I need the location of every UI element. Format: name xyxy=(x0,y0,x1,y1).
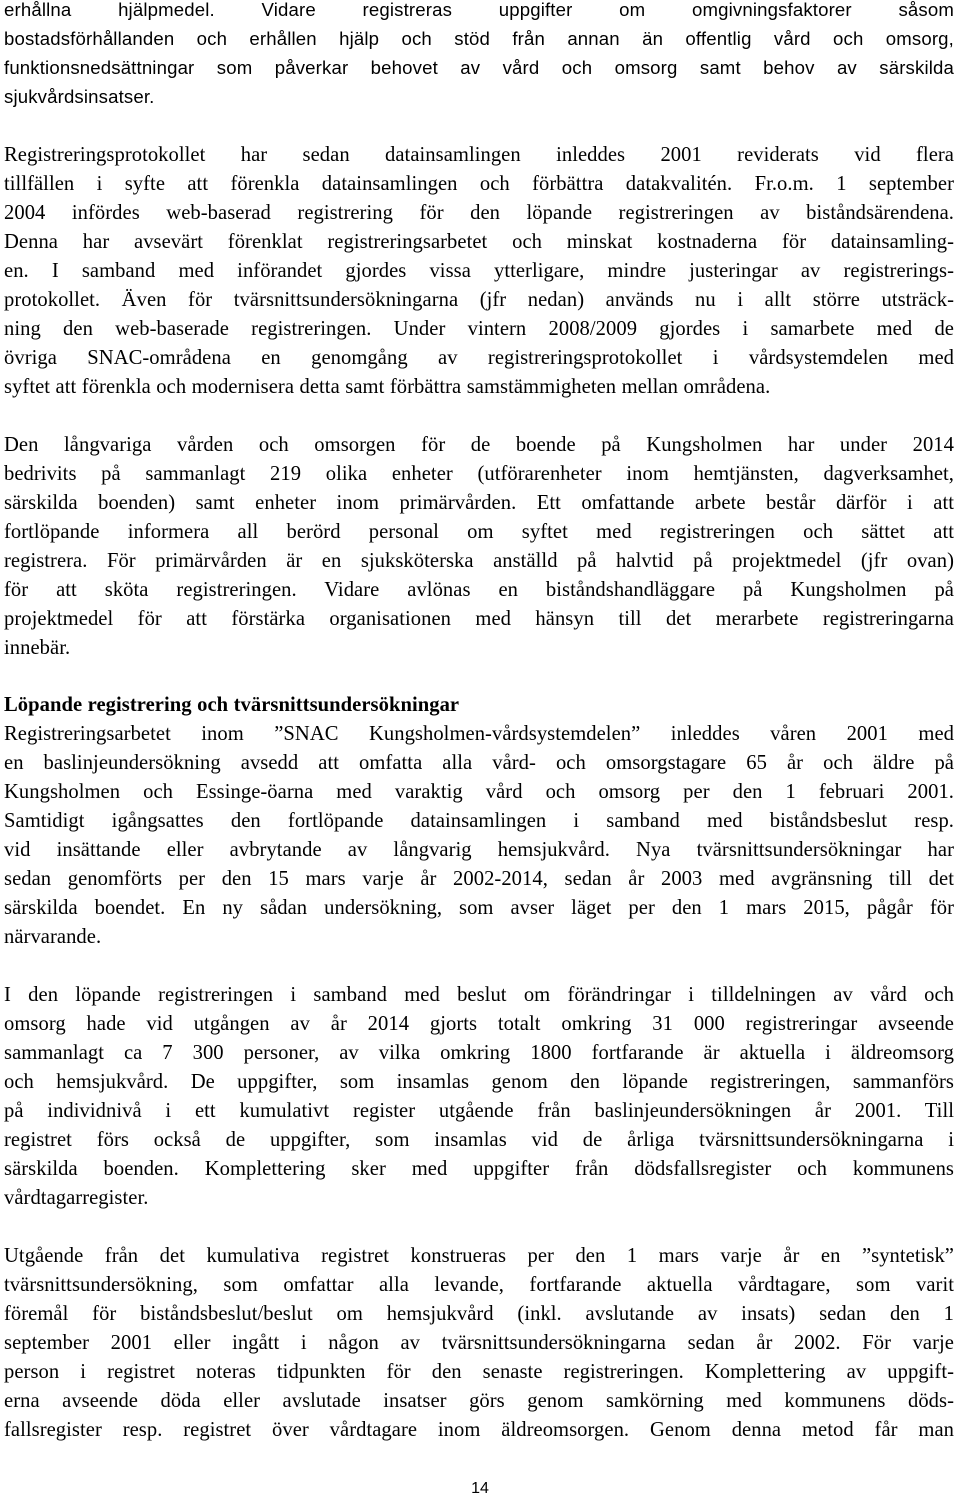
section-heading: Löpande registrering och tvärsnittsundersökningar xyxy=(4,694,460,716)
text-line: sjukvårdsinsatser. xyxy=(4,86,155,107)
text-line: funktionsnedsättningar som påverkar behovet av vård och omsorg samt behov av särskilda xyxy=(4,57,954,78)
text-line: Registreringsarbetet inom ”SNAC Kungsholmen-vårdsystemdelen” inleddes våren 2001 med xyxy=(4,723,954,745)
text-line: för att sköta registreringen. Vidare avlönas en biståndshandläggare på Kungsholmen på xyxy=(4,579,954,601)
text-line: Registreringsprotokollet har sedan datainsamlingen inleddes 2001 reviderats vid flera xyxy=(4,144,954,166)
text-line: innebär. xyxy=(4,637,71,659)
text-line: syftet att förenkla och modernisera detta samt förbättra samstämmigheten mellan områdena. xyxy=(4,376,771,398)
text-line: närvarande. xyxy=(4,926,102,948)
text-line: tvärsnittsundersökning, som omfattar alla levande, fortfarande aktuella vårdtagare, som varit xyxy=(4,1274,954,1296)
text-line: en. I samband med införandet gjordes vissa ytterligare, mindre justeringar av registrerings- xyxy=(4,260,954,282)
text-line: Denna har avsevärt förenklat registreringsarbetet och minskat kostnaderna för datainsamling- xyxy=(4,231,954,253)
text-line: Den långvariga vården och omsorgen för de boende på Kungsholmen har under 2014 xyxy=(4,434,954,456)
text-line: fortlöpande informera all berörd personal om syftet med registreringen och sättet att xyxy=(4,521,954,543)
text-line: protokollet. Även för tvärsnittsundersökningarna (jfr nedan) används nu i allt större utsträck- xyxy=(4,289,954,311)
text-line: särskilda boenden. Komplettering sker med uppgifter från dödsfallsregister och kommunens xyxy=(4,1158,954,1180)
page-number: 14 xyxy=(471,1480,489,1497)
text-line: registrera. För primärvården är en sjuksköterska anställd på halvtid på projektmedel (jfr ovan) xyxy=(4,550,954,572)
text-line: på individnivå i ett kumulativt register utgående från baslinjeundersökningen år 2001. Till xyxy=(4,1100,954,1122)
text-line: vid insättande eller avbrytande av långvarig hemsjukvård. Nya tvärsnittsundersökningar har xyxy=(4,839,954,861)
text-line: fallsregister resp. registret över vårdtagare inom äldreomsorgen. Genom denna metod får man xyxy=(4,1419,954,1441)
text-line: registret förs också de uppgifter, som insamlas vid de årliga tvärsnittsundersökningarna i xyxy=(4,1129,954,1151)
text-line: övriga SNAC-områdena en genomgång av registreringsprotokollet i vårdsystemdelen med xyxy=(4,347,954,369)
text-line: föremål för biståndsbeslut/beslut om hemsjukvård (inkl. avslutande av insats) sedan den 1 xyxy=(4,1303,954,1325)
text-line: ning den web-baserade registreringen. Under vintern 2008/2009 gjordes i samarbete med de xyxy=(4,318,954,340)
text-line: tillfällen i syfte att förenkla datainsamlingen och förbättra datakvalitén. Fr.o.m. 1 september xyxy=(4,173,954,195)
text-line: Utgående från det kumulativa registret konstrueras per den 1 mars varje år en ”syntetisk” xyxy=(4,1245,954,1267)
text-line: sedan genomförts per den 15 mars varje år 2002-2014, sedan år 2003 med avgränsning till det xyxy=(4,868,954,890)
text-line: särskilda boenden) samt enheter inom primärvården. Ett omfattande arbete består därför i att xyxy=(4,492,954,514)
text-line: vårdtagarregister. xyxy=(4,1187,149,1209)
text-line: och hemsjukvård. De uppgifter, som insamlas genom den löpande registreringen, sammanförs xyxy=(4,1071,954,1093)
text-line: särskilda boendet. En ny sådan undersökning, som avser läget per den 1 mars 2015, pågår för xyxy=(4,897,954,919)
text-line: en baslinjeundersökning avsedd att omfatta alla vård- och omsorgstagare 65 år och äldre på xyxy=(4,752,954,774)
text-line: projektmedel för att förstärka organisationen med hänsyn till det merarbete registreringarna xyxy=(4,608,954,630)
text-line: bedrivits på sammanlagt 219 olika enheter (utförarenheter inom hemtjänsten, dagverksamhet, xyxy=(4,463,954,485)
text-line: person i registret noteras tidpunkten för den senaste registreringen. Komplettering av uppgift- xyxy=(4,1361,954,1383)
text-line: omsorg hade vid utgången av år 2014 gjorts totalt omkring 31 000 registreringar avseende xyxy=(4,1013,954,1035)
text-line: september 2001 eller ingått i någon av tvärsnittsundersökningarna sedan år 2002. För varje xyxy=(4,1332,954,1354)
text-line: 2004 infördes web-baserad registrering för den löpande registreringen av biståndsärendena. xyxy=(4,202,954,224)
text-line: erna avseende döda eller avslutade insatser görs genom samkörning med kommunens döds- xyxy=(4,1390,954,1412)
text-line: I den löpande registreringen i samband med beslut om förändringar i tilldelningen av vård och xyxy=(4,984,954,1006)
text-line: erhållna hjälpmedel. Vidare registreras uppgifter om omgivningsfaktorer såsom xyxy=(4,0,954,20)
text-line: bostadsförhållanden och erhållen hjälp och stöd från annan än offentlig vård och omsorg, xyxy=(4,28,954,49)
text-line: sammanlagt ca 7 300 personer, av vilka omkring 1800 fortfarande är aktuella i äldreomsorg xyxy=(4,1042,954,1064)
text-line: Kungsholmen och Essinge-öarna med varaktig vård och omsorg per den 1 februari 2001. xyxy=(4,781,954,803)
text-line: Samtidigt igångsattes den fortlöpande datainsamlingen i samband med biståndsbeslut resp. xyxy=(4,810,954,832)
